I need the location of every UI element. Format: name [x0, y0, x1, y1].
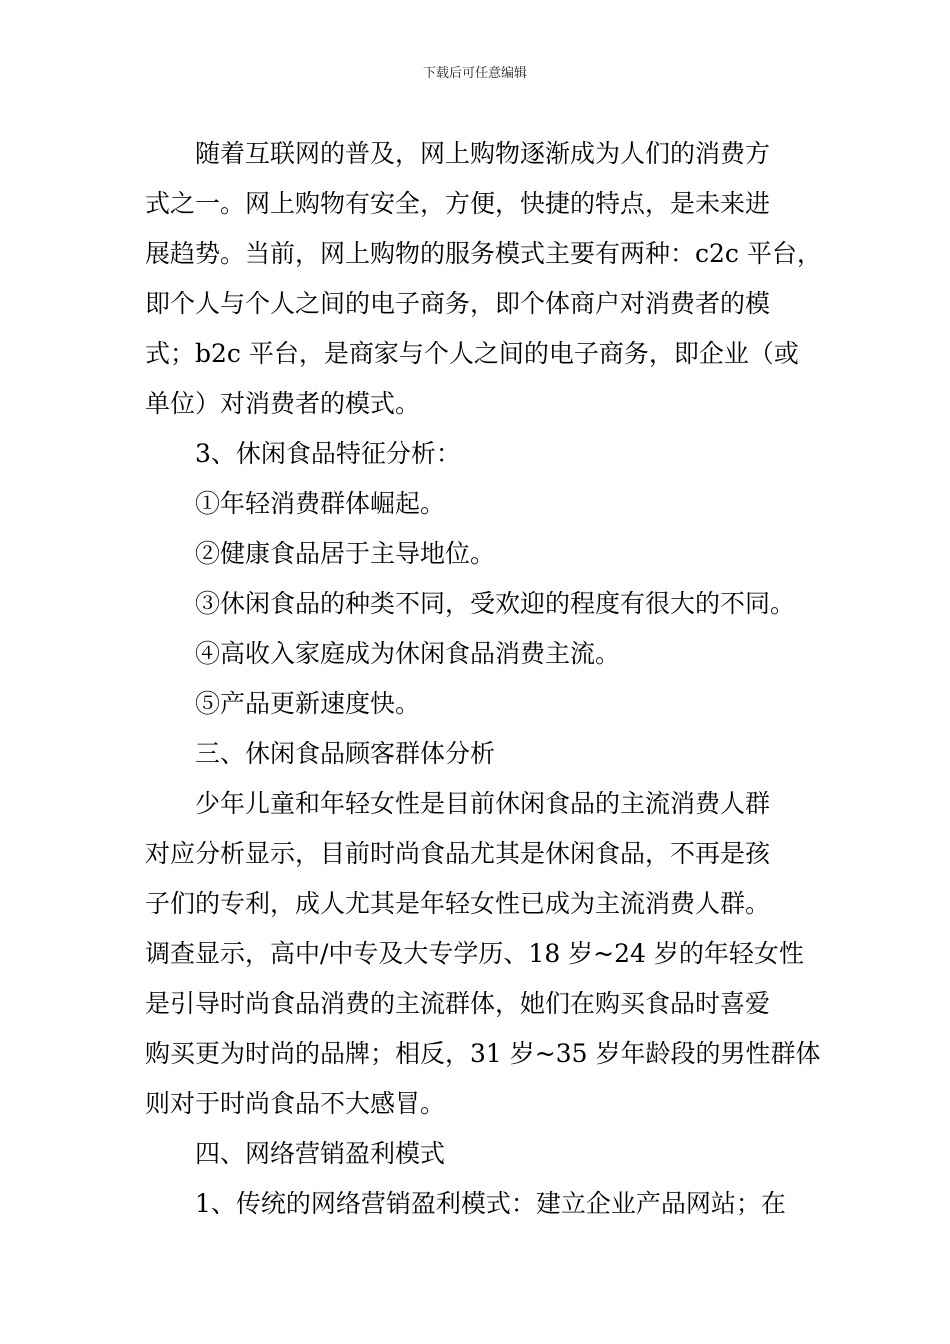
document-body [145, 129, 825, 1229]
text-line: 三、休闲食品顾客群体分析 [195, 739, 496, 768]
text-line: ⑤产品更新速度快。 [195, 689, 421, 718]
text-line: 随着互联网的普及，网上购物逐渐成为人们的消费方 [195, 139, 771, 168]
text-line: 单位）对消费者的模式。 [145, 389, 421, 418]
text-line: 1、传统的网络营销盈利模式：建立企业产品网站；在 [195, 1189, 786, 1218]
text-line: 调查显示，高中/中专及大专学历、18 岁~24 岁的年轻女性 [145, 939, 804, 968]
text-line: ①年轻消费群体崛起。 [195, 489, 446, 518]
text-line: 是引导时尚食品消费的主流群体，她们在购买食品时喜爱 [145, 989, 771, 1018]
text-line: 四、网络营销盈利模式 [195, 1139, 446, 1168]
text-line: 则对于时尚食品不大感冒。 [145, 1089, 446, 1118]
text-line: 少年儿童和年轻女性是目前休闲食品的主流消费人群 [195, 789, 771, 818]
text-line: 购买更为时尚的品牌；相反，31 岁~35 岁年龄段的男性群体 [145, 1039, 821, 1068]
text-line: 展趋势。当前，网上购物的服务模式主要有两种：c2c 平台， [145, 239, 822, 268]
text-line: 式之一。网上购物有安全，方便，快捷的特点，是未来进 [145, 189, 771, 218]
text-line: ④高收入家庭成为休闲食品消费主流。 [195, 639, 621, 668]
text-line: 子们的专利，成人尤其是年轻女性已成为主流消费人群。 [145, 889, 771, 918]
text-line: 即个人与个人之间的电子商务，即个体商户对消费者的模 [145, 289, 771, 318]
text-line: 式；b2c 平台，是商家与个人之间的电子商务，即企业（或 [145, 339, 799, 368]
text-line: 对应分析显示，目前时尚食品尤其是休闲食品，不再是孩 [145, 839, 771, 868]
page-header: 下载后可任意编辑 [422, 66, 527, 81]
text-line: ③休闲食品的种类不同，受欢迎的程度有很大的不同。 [195, 589, 796, 618]
text-line: 3、休闲食品特征分析： [195, 439, 461, 468]
text-line: ②健康食品居于主导地位。 [195, 539, 496, 568]
